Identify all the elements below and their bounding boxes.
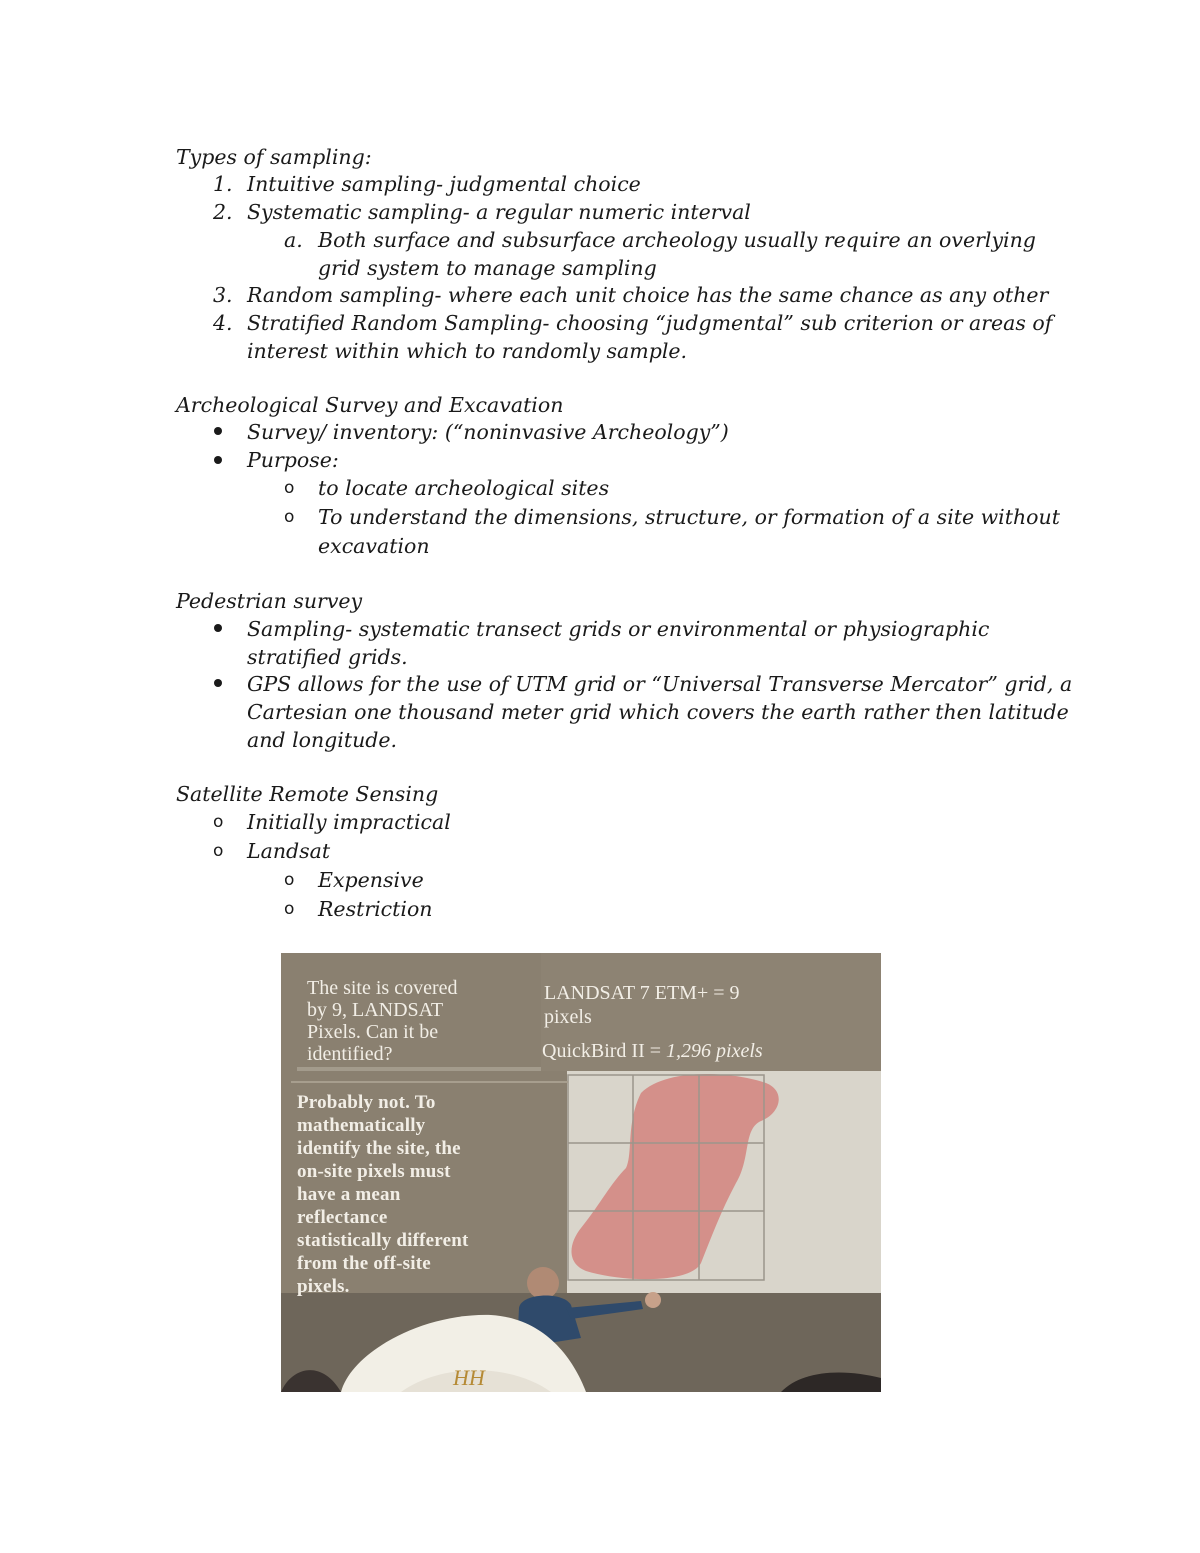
types-item-3: Random sampling- where each unit choice has the same chance as any other	[247, 283, 1049, 307]
types-subitem-a-line1: Both surface and subsurface archeology usually require an overlying	[318, 228, 1036, 252]
slide-answer-text	[297, 1091, 469, 1298]
types-item-2: Systematic sampling- a regular numeric interval	[247, 200, 751, 224]
circle-bullet-icon: o	[284, 870, 295, 890]
pedestrian-item-2-line1: GPS allows for the use of UTM grid or “Universal Transverse Mercator” grid, a	[247, 672, 1073, 696]
slide-answer-line: mathematically	[297, 1115, 426, 1136]
pedestrian-item-1-line1: Sampling- systematic transect grids or environmental or physiographic	[247, 617, 990, 641]
list-number: 4.	[213, 311, 233, 335]
bullet-icon	[214, 624, 222, 632]
slide-answer-line: reflectance	[297, 1207, 388, 1228]
survey-subitem-1: to locate archeological sites	[318, 476, 610, 500]
bullet-icon	[214, 427, 222, 435]
slide-question-line: The site is covered	[307, 977, 458, 999]
circle-bullet-icon: o	[284, 507, 295, 527]
circle-bullet-icon: o	[284, 899, 295, 919]
slide-answer-line: on-site pixels must	[297, 1161, 451, 1182]
survey-subitem-2-line2: excavation	[318, 534, 430, 558]
survey-item-1: Survey/ inventory: (“noninvasive Archeology”)	[247, 420, 729, 444]
slide-landsat-line: LANDSAT 7 ETM+ = 9	[544, 982, 740, 1004]
list-number: 1.	[213, 172, 233, 196]
slide-question-line: identified?	[307, 1043, 393, 1065]
list-number: 3.	[213, 283, 233, 307]
pedestrian-item-2-line3: and longitude.	[247, 728, 398, 752]
circle-bullet-icon: o	[213, 812, 224, 832]
survey-heading: Archeological Survey and Excavation	[176, 393, 564, 417]
slide-landsat-text	[544, 981, 740, 1029]
slide-answer-line: statistically different	[297, 1230, 469, 1251]
survey-subitem-2-line1: To understand the dimensions, structure, or formation of a site without	[318, 505, 1060, 529]
slide-question-line: Pixels. Can it be	[307, 1021, 439, 1043]
list-number: 2.	[213, 200, 233, 224]
types-heading: Types of sampling:	[176, 145, 372, 169]
types-item-4-line1: Stratified Random Sampling- choosing “judgmental” sub criterion or areas of	[247, 311, 1053, 335]
satellite-heading: Satellite Remote Sensing	[176, 782, 439, 806]
landsat-subitem-2: Restriction	[318, 897, 433, 921]
slide-answer-line: identify the site, the	[297, 1138, 461, 1159]
slide-question-text	[307, 977, 458, 1065]
slide-answer-line: from the off-site	[297, 1253, 431, 1274]
pedestrian-item-1-line2: stratified grids.	[247, 645, 408, 669]
slide-landsat-line: pixels	[544, 1006, 592, 1028]
svg-text:HH: HH	[453, 1365, 485, 1390]
slide-quickbird-label: QuickBird II =	[542, 1040, 667, 1062]
list-letter: a.	[284, 228, 303, 252]
landsat-subitem-1: Expensive	[318, 868, 424, 892]
circle-bullet-icon: o	[284, 478, 295, 498]
types-item-4-line2: interest within which to randomly sample.	[247, 339, 688, 363]
slide-answer-line: have a mean	[297, 1184, 401, 1205]
bullet-icon	[214, 456, 222, 464]
slide-quickbird-text	[542, 1039, 763, 1063]
types-subitem-a-line2: grid system to manage sampling	[318, 256, 657, 280]
slide-answer-line: Probably not. To	[297, 1092, 436, 1113]
slide-quickbird-value: 1,296 pixels	[666, 1040, 763, 1062]
satellite-item-2: Landsat	[247, 839, 331, 863]
slide-answer-line: pixels.	[297, 1276, 350, 1297]
pedestrian-heading: Pedestrian survey	[176, 589, 363, 613]
slide-question-line: by 9, LANDSAT	[307, 999, 444, 1021]
types-item-1: Intuitive sampling- judgmental choice	[247, 172, 641, 196]
survey-item-2: Purpose:	[247, 448, 339, 472]
satellite-item-1: Initially impractical	[247, 810, 451, 834]
bullet-icon	[214, 679, 222, 687]
pedestrian-item-2-line2: Cartesian one thousand meter grid which covers the earth rather then latitude	[247, 700, 1069, 724]
lecture-slide-photo	[281, 953, 881, 1392]
circle-bullet-icon: o	[213, 841, 224, 861]
